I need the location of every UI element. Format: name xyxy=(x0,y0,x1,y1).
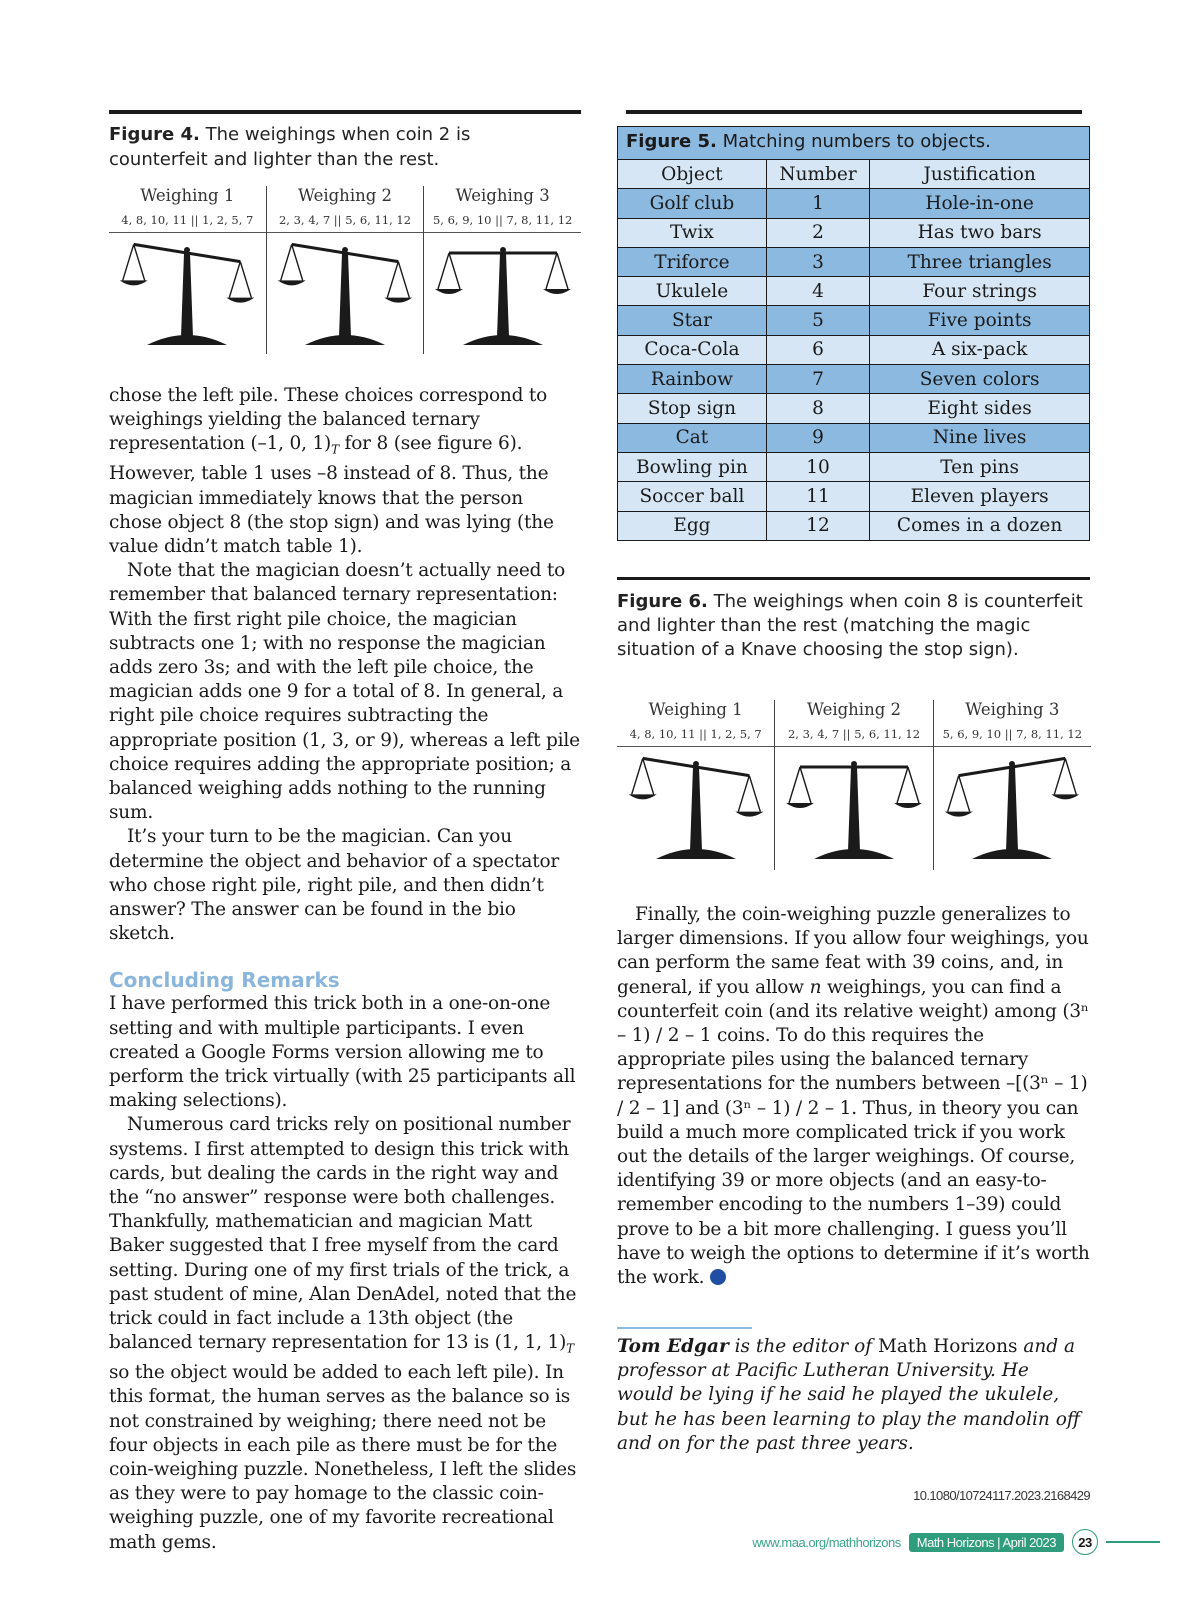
figure4-label: Figure 4. xyxy=(109,124,200,145)
header-object: Object xyxy=(618,160,767,189)
weighing-title: Weighing 2 xyxy=(806,700,902,719)
cell-object: Coca-Cola xyxy=(618,335,767,364)
cell-object: Soccer ball xyxy=(618,482,767,511)
text: Finally, the coin-weighing puzzle generalizes to larger dimensions. If you allow four weighings, you can perform the same feat with 39 coins, and, in general, if you allow xyxy=(617,904,1089,998)
balance-scale-icon xyxy=(626,755,766,865)
cell-number: 1 xyxy=(766,189,869,218)
figure4-weighing-3 xyxy=(423,186,581,354)
doi: 10.1080/10724117.2023.2168429 xyxy=(913,1488,1090,1503)
weighing-piles: 5, 6, 9, 10 || 7, 8, 11, 12 xyxy=(424,212,581,233)
scale-left-strings xyxy=(438,253,460,289)
scale-pivot xyxy=(342,247,348,253)
weighing-title: Weighing 2 xyxy=(297,186,393,205)
cell-number: 12 xyxy=(766,511,869,540)
scale-left-strings xyxy=(281,244,303,280)
scale-left-strings xyxy=(789,767,811,803)
figure5-table xyxy=(617,126,1090,541)
cell-object: Star xyxy=(618,306,767,335)
table-row xyxy=(618,306,1090,335)
cell-object: Golf club xyxy=(618,189,767,218)
scale-pivot xyxy=(1009,761,1015,767)
weighing-piles: 4, 8, 10, 11 || 1, 2, 5, 7 xyxy=(109,212,266,233)
table-row xyxy=(618,452,1090,481)
cell-justification: Nine lives xyxy=(870,423,1090,452)
cell-number: 8 xyxy=(766,394,869,423)
scale-pivot xyxy=(851,761,857,767)
scale-right-pan xyxy=(894,803,922,808)
text: for 8 (see figure 6). However, table 1 uses –8 instead of 8. Thus, the magician immediately knows that the person chose object 8 (the stop sign) and was lying (the value didn’t match table 1). xyxy=(109,433,554,557)
figure6-weighing-3 xyxy=(933,700,1091,870)
header-number: Number xyxy=(766,160,869,189)
scale-left-pan xyxy=(120,280,148,285)
table-row xyxy=(618,423,1090,452)
subscript: T xyxy=(331,443,339,458)
scale-left-strings xyxy=(123,244,145,280)
cell-justification: Hole-in-one xyxy=(870,189,1090,218)
weighing-piles: 5, 6, 9, 10 || 7, 8, 11, 12 xyxy=(934,726,1091,747)
balance-scale-icon xyxy=(275,241,415,351)
figure4-caption xyxy=(109,122,529,172)
cell-number: 4 xyxy=(766,277,869,306)
table-row xyxy=(618,365,1090,394)
figure5-bottom-rule xyxy=(617,577,1090,580)
text: . Thus, in theory you can build a much more complicated trick if you work out the details of the larger weighings. Of course, identifying 39 or more objects (and an easy-to-remember encoding to the numbers 1–39) could prove to be a bit more challenging. I guess you’ll have to weigh the options to determine if it’s worth the work. xyxy=(617,1097,1090,1289)
cell-justification: Eleven players xyxy=(870,482,1090,511)
cell-justification: Eight sides xyxy=(870,394,1090,423)
figure6-caption-text: The weighings when coin 8 is counterfeit and lighter than the rest (matching the magic situation of a Knave choosing the stop sign). xyxy=(617,591,1083,660)
table-row xyxy=(618,511,1090,540)
scale-pillar xyxy=(1006,767,1018,851)
bio-divider xyxy=(617,1327,752,1329)
table-row xyxy=(618,394,1090,423)
text: and xyxy=(679,1097,725,1119)
cell-object: Cat xyxy=(618,423,767,452)
top-rule-right xyxy=(626,110,1082,114)
scale-right-strings xyxy=(230,262,252,298)
scale-left-strings xyxy=(948,776,970,812)
author-bio xyxy=(617,1335,1091,1456)
paragraph-3: It’s your turn to be the magician. Can you determine the object and behavior of a spectator who chose right pile, right pile, and then didn’t answer? The answer can be found in the bio sketch. xyxy=(109,826,560,945)
cell-number: 10 xyxy=(766,452,869,481)
cell-number: 2 xyxy=(766,218,869,247)
scale-right-strings xyxy=(738,776,760,812)
balance-scale-icon xyxy=(942,755,1082,865)
figure4-weighings xyxy=(109,186,581,354)
text: Numerous card tricks rely on positional number systems. I first attempted to design this trick with cards, but dealing the cards in the right way and the “no answer” response were both challenges. Thankfully, mathematician and magician Matt Baker suggested that I free myself from the card setting. During one of my first trials of the trick, a past student of mine, Alan DenAdel, noted that the trick could in fact include a 13th object (the balanced ternary representation for 13 is (1, 1, 1) xyxy=(109,1114,577,1354)
text: is the editor of xyxy=(728,1336,878,1357)
figure5-label: Figure 5. xyxy=(626,131,717,152)
page-number: 23 xyxy=(1072,1529,1098,1555)
paragraph-1 xyxy=(109,384,581,559)
cell-justification: Four strings xyxy=(870,277,1090,306)
cell-object: Rainbow xyxy=(618,365,767,394)
cell-number: 11 xyxy=(766,482,869,511)
magazine-name: Math Horizons xyxy=(877,1336,1018,1357)
weighing-piles: 4, 8, 10, 11 || 1, 2, 5, 7 xyxy=(617,726,774,747)
cell-number: 5 xyxy=(766,306,869,335)
scale-pillar xyxy=(848,767,860,851)
cell-object: Stop sign xyxy=(618,394,767,423)
subscript: T xyxy=(566,1341,574,1356)
scale-pillar xyxy=(181,253,193,337)
left-column xyxy=(109,384,581,1555)
balance-scale-icon xyxy=(784,755,924,865)
figure6-label: Figure 6. xyxy=(617,591,708,612)
scale-left-pan xyxy=(278,280,306,285)
end-mark-icon xyxy=(710,1269,726,1285)
balance-scale-icon xyxy=(117,241,257,351)
scale-left-pan xyxy=(628,794,656,799)
figure4-caption-text: The weighings when coin 2 is counterfeit and lighter than the rest. xyxy=(109,124,471,170)
scale-right-pan xyxy=(1052,794,1080,799)
cell-object: Bowling pin xyxy=(618,452,767,481)
scale-right-strings xyxy=(897,767,919,803)
top-rule-left xyxy=(109,110,581,114)
weighing-title: Weighing 3 xyxy=(965,700,1060,719)
figure6-caption xyxy=(617,590,1091,662)
section-heading: Concluding Remarks xyxy=(109,968,340,993)
cell-object: Egg xyxy=(618,511,767,540)
cell-justification: Seven colors xyxy=(870,365,1090,394)
figure6-weighings xyxy=(617,700,1091,870)
cell-justification: Five points xyxy=(870,306,1090,335)
variable-n: n xyxy=(809,976,822,998)
scale-left-pan xyxy=(945,812,973,817)
cell-number: 6 xyxy=(766,335,869,364)
text: so the object would be added to each left pile). In this format, the human serves as the balance so is not constrained by weighing; there need not be four objects in each pile as there must be for the coin-weighing puzzle. Nonetheless, I left the slides as they were to pay homage to the classic coin-weighing puzzle, one of my favorite recreational math gems. xyxy=(109,1362,577,1553)
weighing-title: Weighing 3 xyxy=(455,186,550,205)
text: coins. To do this requires the appropriate piles using the balanced ternary representations for the numbers between xyxy=(617,1025,1029,1095)
cell-justification: Three triangles xyxy=(870,247,1090,276)
paragraph-generalization xyxy=(617,903,1091,1290)
footer-line xyxy=(1106,1541,1160,1543)
scale-right-strings xyxy=(1055,758,1077,794)
cell-justification: Comes in a dozen xyxy=(870,511,1090,540)
scale-right-pan xyxy=(543,289,571,294)
cell-number: 7 xyxy=(766,365,869,394)
scale-pivot xyxy=(500,247,506,253)
figure4-weighing-1 xyxy=(109,186,266,354)
table-row xyxy=(618,247,1090,276)
scale-right-pan xyxy=(227,298,255,303)
cell-object: Triforce xyxy=(618,247,767,276)
cell-justification: Has two bars xyxy=(870,218,1090,247)
balance-scale-icon xyxy=(433,241,573,351)
formula: –[(3ⁿ – 1) / 2 – 1] xyxy=(617,1073,1088,1119)
page-footer xyxy=(752,1529,1160,1555)
paragraph-4: I have performed this trick both in a one-on-one setting and with multiple participants. I even created a Google Forms version allowing me to perform the trick virtually (with 25 participants all making selections). xyxy=(109,993,576,1112)
author-name: Tom Edgar xyxy=(617,1336,729,1357)
cell-justification: A six-pack xyxy=(870,335,1090,364)
scale-right-strings xyxy=(546,253,568,289)
formula: (3ⁿ – 1) / 2 – 1 xyxy=(724,1097,852,1119)
footer-url[interactable]: www.maa.org/mathhorizons xyxy=(752,1534,901,1550)
cell-object: Ukulele xyxy=(618,277,767,306)
scale-right-pan xyxy=(735,812,763,817)
scale-right-pan xyxy=(384,298,412,303)
formula: (3ⁿ – 1) / 2 – 1 xyxy=(617,1000,1089,1047)
text: weighings, you can find a counterfeit coin (and its relative weight) among xyxy=(617,976,1063,1022)
header-justification: Justification xyxy=(870,160,1090,189)
weighing-piles: 2, 3, 4, 7 || 5, 6, 11, 12 xyxy=(267,212,424,233)
scale-pillar xyxy=(339,253,351,337)
cell-justification: Ten pins xyxy=(870,452,1090,481)
table-row xyxy=(618,277,1090,306)
figure4-weighing-2 xyxy=(266,186,424,354)
cell-number: 3 xyxy=(766,247,869,276)
table-row xyxy=(618,482,1090,511)
figure6-weighing-1 xyxy=(617,700,774,870)
paragraph-2: Note that the magician doesn’t actually need to remember that balanced ternary representation: With the first right pile choice, the magician subtracts one 1; with no response the magician adds zero 3s; and with the left pile choice, the magician adds one 9 for a total of 8. In general, a right pile choice requires subtracting the appropriate position (1, 3, or 9), whereas a left pile choice requires adding the appropriate position; a balanced weighing adds nothing to the running sum. xyxy=(109,560,580,824)
paragraph-5 xyxy=(109,1113,581,1554)
weighing-piles: 2, 3, 4, 7 || 5, 6, 11, 12 xyxy=(775,726,932,747)
cell-number: 9 xyxy=(766,423,869,452)
footer-badge: Math Horizons | April 2023 xyxy=(909,1533,1064,1552)
scale-pillar xyxy=(497,253,509,337)
weighing-title: Weighing 1 xyxy=(140,186,235,205)
text: and a professor at Pacific Lutheran University. He would be lying if he said he played the ukulele, but he has been learning to play the mandolin off and on for the past three years. xyxy=(617,1336,1080,1454)
table-row xyxy=(618,335,1090,364)
text: chose the left pile. These choices correspond to weighings yielding the balanced ternary representation (–1, 0, 1) xyxy=(109,385,548,455)
figure5-caption xyxy=(617,126,1090,159)
table-row xyxy=(618,189,1090,218)
scale-left-strings xyxy=(631,758,653,794)
weighing-title: Weighing 1 xyxy=(648,700,743,719)
table-row xyxy=(618,218,1090,247)
table-header-row xyxy=(618,160,1090,189)
scale-pivot xyxy=(184,247,190,253)
scale-right-strings xyxy=(387,262,409,298)
figure6-weighing-2 xyxy=(774,700,932,870)
right-column xyxy=(617,903,1091,1290)
scale-pivot xyxy=(693,761,699,767)
scale-left-pan xyxy=(435,289,463,294)
figure5-caption-text: Matching numbers to objects. xyxy=(722,131,991,152)
scale-pillar xyxy=(690,767,702,851)
cell-object: Twix xyxy=(618,218,767,247)
scale-left-pan xyxy=(786,803,814,808)
